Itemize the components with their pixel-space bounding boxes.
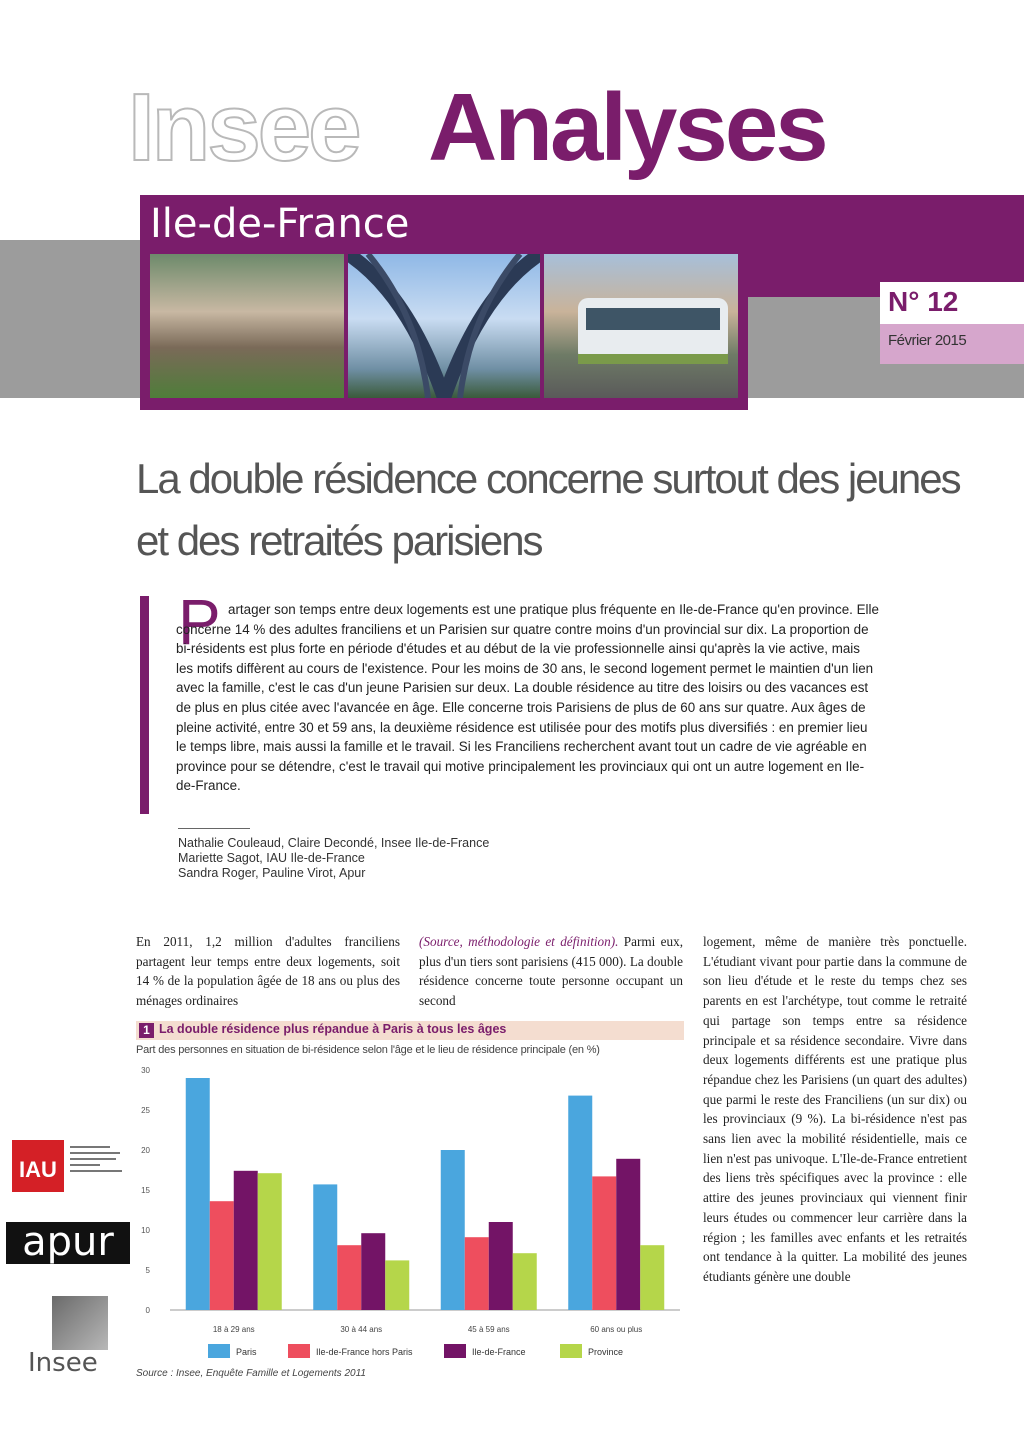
intro-bar: [140, 596, 149, 814]
iau-logo: IAU: [12, 1140, 64, 1192]
market-photo: [150, 254, 344, 398]
y-tick-label: 15: [141, 1186, 150, 1195]
brand-analyses: Analyses: [428, 74, 826, 181]
body-column-1: En 2011, 1,2 million d'adultes franciliens partagent leur temps entre deux logements, soit 14 % de la population âgée de 18 ans ou plus des ménages ordinaires: [136, 934, 400, 1009]
bar: [313, 1184, 337, 1310]
y-tick-label: 20: [141, 1146, 150, 1155]
insee-logo: Insee: [28, 1348, 98, 1378]
tram-icon: [544, 254, 738, 398]
bar: [616, 1159, 640, 1310]
authors-rule: [178, 828, 250, 829]
eiffel-tower-icon: [348, 254, 540, 398]
region-name: Ile-de-France: [150, 201, 410, 247]
bar: [441, 1150, 465, 1310]
body-column-3: logement, même de manière très ponctuelle. L'étudiant vivant pour partie dans la commune de son lieu d'étude et le reste du temps chez ses parents en est l'archétype, tout comme le retraité qui partage son temps entre sa résidence principale et sa résidence secondaire. Vivre dans deux logements différents est une pratique plus répandue chez les Parisiens (un quart des adultes) que parmi le reste des Franciliens (un sur dix) ou les provinciaux (9 %). La bi-résidence n'est pas sans lien avec la mobilité résidentielle, mais ce lien n'est pas univoque. L'Ile-de-France entretient des liens très spécifiques avec la province : elle attire des jeunes provinciaux qui viennent finir leurs études ou commencer leur carrière dans la région ; les familles avec enfants et les retraités ont tendance à la quitter. La mobilité des jeunes étudiants génère une double: [703, 934, 967, 1284]
bar: [385, 1260, 409, 1310]
legend-swatch: [444, 1344, 466, 1358]
y-tick-label: 25: [141, 1106, 150, 1115]
bar-chart: [130, 1060, 690, 1370]
bar: [465, 1237, 489, 1310]
x-tick-label: 18 à 29 ans: [212, 1325, 255, 1334]
y-tick-label: 30: [141, 1066, 150, 1075]
bar: [210, 1201, 234, 1310]
bar: [186, 1078, 210, 1310]
title-line-2: et des retraités parisiens: [136, 517, 542, 564]
page-title: [136, 448, 976, 572]
figure-number: 1: [139, 1023, 154, 1038]
x-tick-label: 60 ans ou plus: [590, 1325, 643, 1334]
iau-logo-text-lines: [70, 1146, 122, 1176]
y-tick-label: 0: [145, 1306, 150, 1315]
bar: [258, 1173, 282, 1310]
apur-logo: apur: [6, 1222, 130, 1264]
brand-insee: Insee: [128, 74, 359, 181]
legend-label: Ile-de-France hors Paris: [316, 1347, 413, 1357]
issue-number: N° 12: [888, 286, 959, 317]
x-tick-label: 45 à 59 ans: [467, 1325, 510, 1334]
bar: [513, 1253, 537, 1310]
figure-title: La double résidence plus répandue à Paris à tous les âges: [159, 1022, 507, 1036]
bar: [234, 1171, 258, 1310]
x-tick-label: 30 à 44 ans: [340, 1325, 383, 1334]
body-column-2-text: Parmi eux, plus d'un tiers sont parisiens (415 000). La double résidence concerne toute personne occupant un second: [419, 934, 683, 1009]
bar: [337, 1245, 361, 1310]
gray-band-left: [0, 240, 140, 398]
bar: [640, 1245, 664, 1310]
author-line: Nathalie Couleaud, Claire Decondé, Insee Ile-de-France: [178, 836, 490, 850]
bar: [489, 1222, 513, 1310]
author-line: Mariette Sagot, IAU Ile-de-France: [178, 851, 365, 865]
issue-date: Février 2015: [888, 332, 967, 349]
legend-swatch: [288, 1344, 310, 1358]
legend-swatch: [560, 1344, 582, 1358]
bar: [568, 1096, 592, 1310]
insee-logo-icon: [52, 1296, 108, 1350]
intro-text: artager son temps entre deux logements est une pratique plus fréquente en Ile-de-France qu'en province. Elle concerne 14 % des adultes franciliens et un Parisien sur quatre contre moins d'un provincial sur dix. La proportion de bi-résidents est plus forte en période d'études et au début de la vie professionnelle ainsi qu'après la vie active, mais les motifs diffèrent au cours de l'existence. Pour les moins de 30 ans, le second logement permet le maintien d'un lien avec la famille, c'est le cas d'un jeune Parisien sur deux. La double résidence au titre des loisirs ou des vacances est de plus en plus citée avec l'avancée en âge. Elle concerne trois Parisiens de plus de 60 ans sur quatre. Aux âges de pleine activité, entre 30 et 59 ans, la deuxième résidence est utilisée pour des motifs plus diversifiés : en premier lieu le temps libre, mais aussi la famille et le travail. Si les Franciliens recherchent avant tout un cadre de vie agréable en province pour se détendre, c'est le travail qui motive principalement les provinciaux qui ont un autre logement en Ile-de-France.: [176, 602, 879, 794]
body-column-2: [419, 932, 683, 1011]
title-line-1: La double résidence concerne surtout des jeunes: [136, 455, 960, 502]
bar: [592, 1176, 616, 1310]
source-link[interactable]: (Source, méthodologie et définition).: [419, 934, 619, 949]
y-tick-label: 10: [141, 1226, 150, 1235]
author-line: Sandra Roger, Pauline Virot, Apur: [178, 866, 366, 880]
figure-subtitle: Part des personnes en situation de bi-résidence selon l'âge et le lieu de résidence principale (en %): [136, 1044, 600, 1056]
legend-swatch: [208, 1344, 230, 1358]
legend-label: Ile-de-France: [472, 1347, 526, 1357]
bar: [361, 1233, 385, 1310]
figure-source: Source : Insee, Enquête Famille et Logements 2011: [136, 1368, 366, 1379]
drop-cap: P: [178, 586, 221, 658]
eiffel-tower-photo: [348, 254, 540, 398]
legend-label: Paris: [236, 1347, 257, 1357]
y-tick-label: 5: [145, 1266, 150, 1275]
tram-photo: [544, 254, 738, 398]
legend-label: Province: [588, 1347, 624, 1357]
